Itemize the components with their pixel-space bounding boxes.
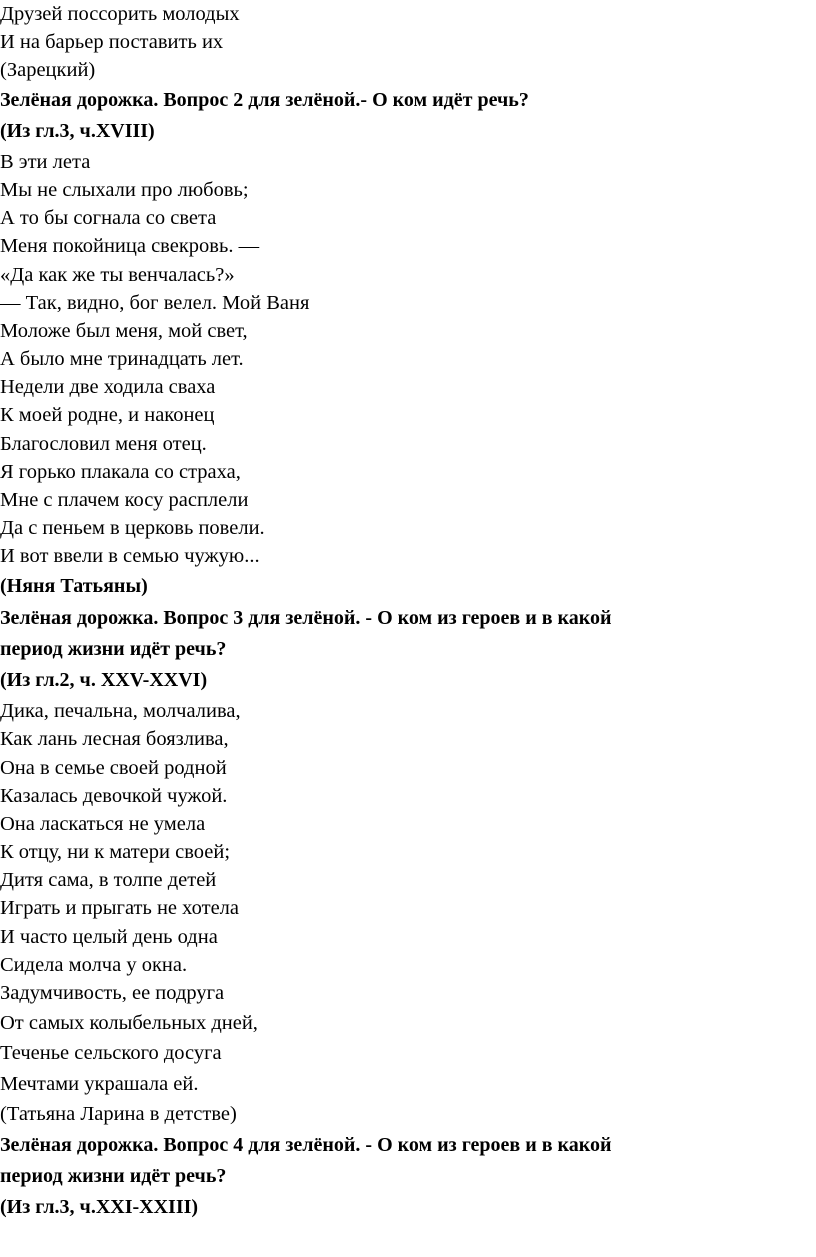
document-text-line: И часто целый день одна: [0, 926, 218, 948]
document-text-line: А то бы согнала со света: [0, 207, 217, 229]
document-heading-line: период жизни идёт речь?: [0, 638, 227, 660]
document-text-line: «Да как же ты венчалась?»: [0, 264, 235, 286]
document-text-line: Дитя сама, в толпе детей: [0, 869, 217, 891]
document-text-line: Как лань лесная боязлива,: [0, 728, 229, 750]
document-text-line: Сидела молча у окна.: [0, 954, 188, 976]
document-heading-line: (Няня Татьяны): [0, 575, 148, 597]
document-text-line: Благословил меня отец.: [0, 433, 207, 455]
document-text-line: К моей родне, и наконец: [0, 404, 215, 426]
document-text-line: Казалась девочкой чужой.: [0, 785, 228, 807]
document-text-line: (Зарецкий): [0, 59, 96, 81]
document-text-line: Мы не слыхали про любовь;: [0, 179, 249, 201]
document-heading-line: (Из гл.3, ч.XVIII): [0, 120, 155, 142]
document-heading-line: (Из гл.3, ч.XXI-XXIII): [0, 1196, 199, 1218]
document-text-line: И вот ввели в семью чужую...: [0, 545, 260, 567]
document-text-line: Дика, печальна, молчалива,: [0, 700, 241, 722]
document-heading-line: Зелёная дорожка. Вопрос 3 для зелёной. - О ком из героев и в какой: [0, 607, 612, 629]
document-heading-line: период жизни идёт речь?: [0, 1165, 227, 1187]
document-text-line: (Татьяна Ларина в детстве): [0, 1103, 237, 1125]
document-heading-line: (Из гл.2, ч. XXV-XXVI): [0, 669, 208, 691]
document-heading-line: Зелёная дорожка. Вопрос 2 для зелёной.- О ком идёт речь?: [0, 89, 529, 111]
document-text-line: Мне с плачем косу расплели: [0, 489, 249, 511]
document-text-line: Она ласкаться не умела: [0, 813, 206, 835]
document-text-line: К отцу, ни к матери своей;: [0, 841, 231, 863]
document-text-line: Друзей поссорить молодых: [0, 3, 240, 25]
document-heading-line: Зелёная дорожка. Вопрос 4 для зелёной. - О ком из героев и в какой: [0, 1134, 612, 1156]
document-text-line: Играть и прыгать не хотела: [0, 897, 239, 919]
document-text-line: Меня покойница свекровь. —: [0, 235, 260, 257]
document-text-line: От самых колыбельных дней,: [0, 1012, 258, 1034]
document-text-line: Недели две ходила сваха: [0, 376, 216, 398]
document-text-line: Я горько плакала со страха,: [0, 461, 241, 483]
document-text-line: — Так, видно, бог велел. Мой Ваня: [0, 292, 310, 314]
document-text-line: Задумчивость, ее подруга: [0, 982, 225, 1004]
document-text-line: Теченье сельского досуга: [0, 1042, 222, 1064]
document-text-line: Мечтами украшала ей.: [0, 1073, 199, 1095]
document-text-line: И на барьер поставить их: [0, 31, 224, 53]
document-text-line: Да с пеньем в церковь повели.: [0, 517, 265, 539]
document-text-line: А было мне тринадцать лет.: [0, 348, 244, 370]
document-text-line: В эти лета: [0, 151, 91, 173]
document-text-line: Она в семье своей родной: [0, 757, 227, 779]
document-text-line: Моложе был меня, мой свет,: [0, 320, 248, 342]
